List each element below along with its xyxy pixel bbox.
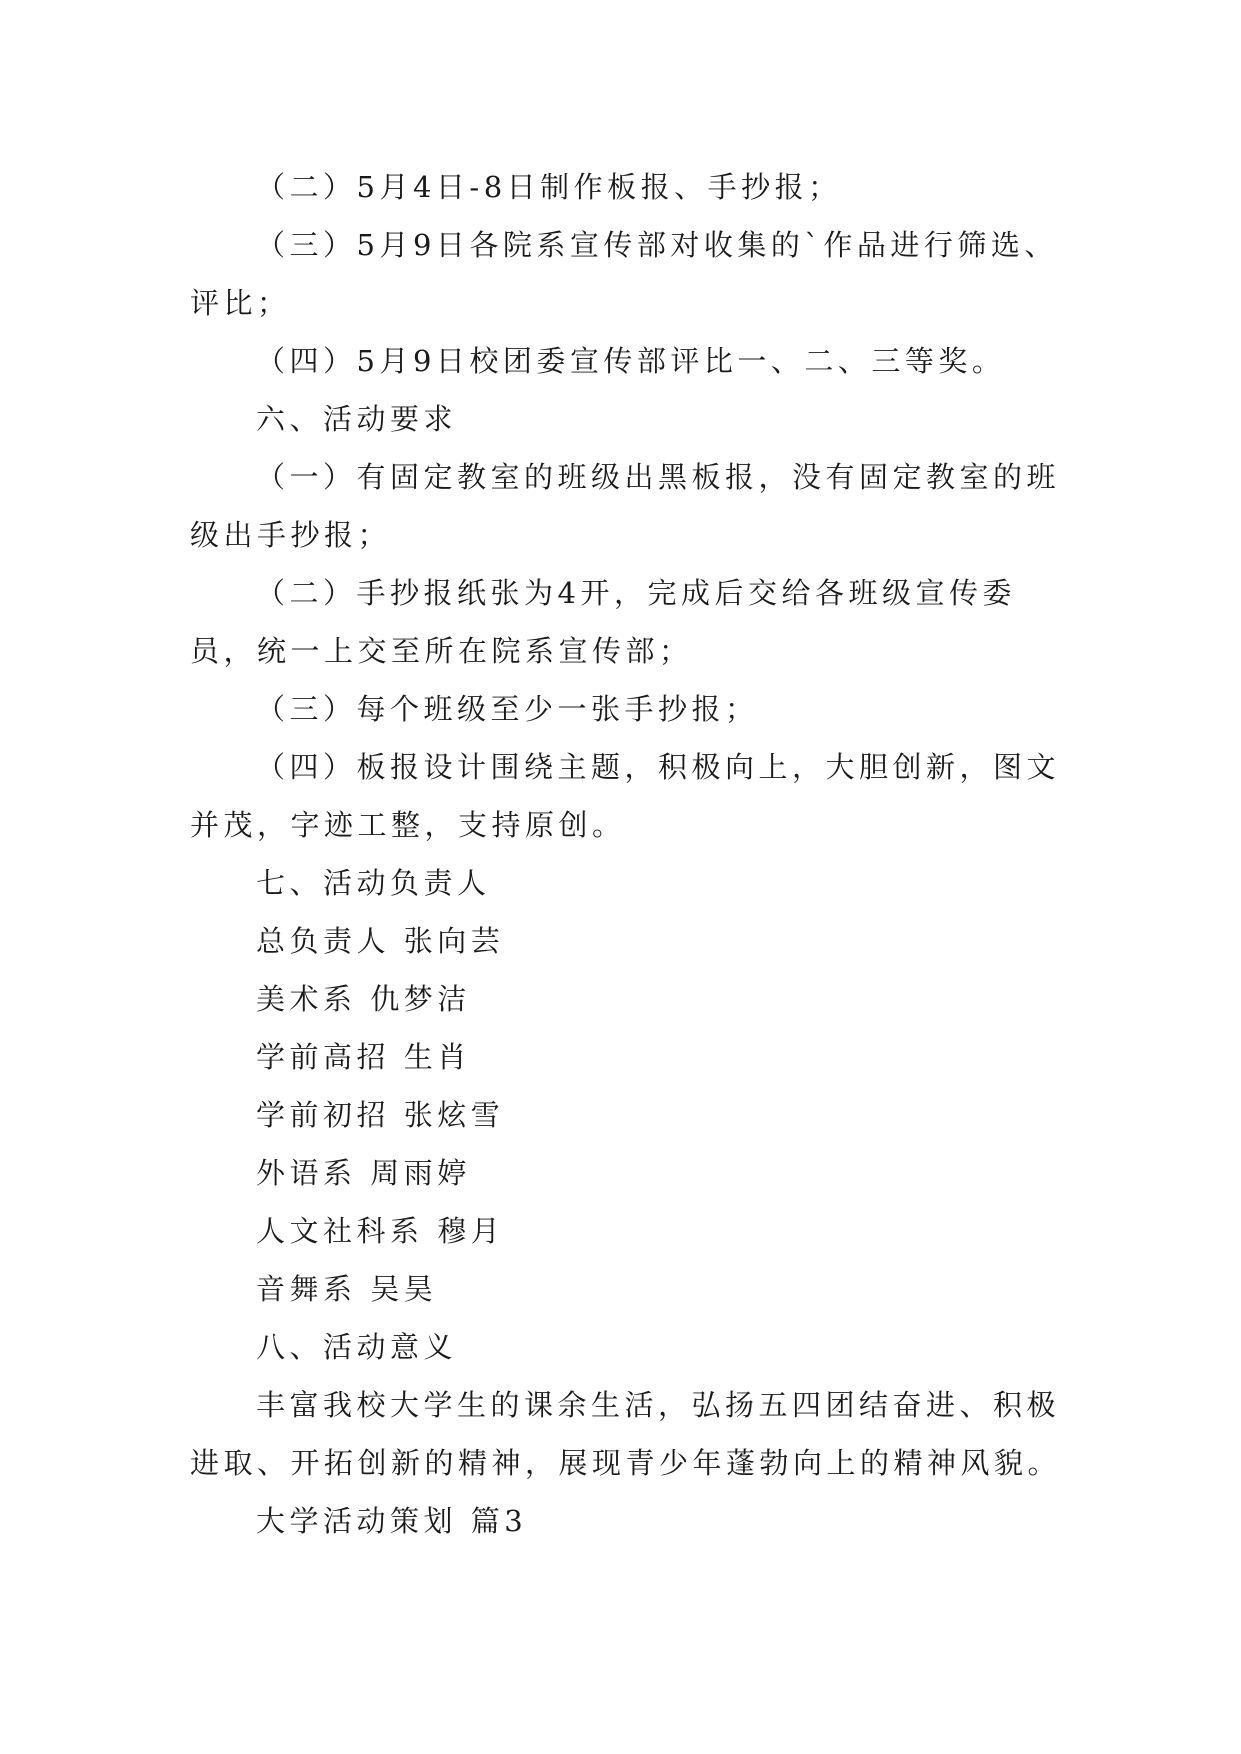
next-section-title: 大学活动策划 篇3 (256, 1504, 528, 1538)
paragraph: 丰富我校大学生的课余生活，弘扬五四团结奋进、积极进取、开拓创新的精神，展现青少年蓬勃向上的精神风貌。 (190, 1388, 1062, 1480)
section-heading: 八、活动意义 (256, 1330, 458, 1364)
person-entry: 外语系 周雨婷 (256, 1156, 471, 1190)
person-entry: 总负责人 张向芸 (256, 924, 505, 958)
section-heading: 七、活动负责人 (256, 866, 491, 900)
paragraph: （二）手抄报纸张为4开，完成后交给各班级宣传委员，统一上交至所在院系宣传部； (190, 576, 1016, 668)
section-heading: 六、活动要求 (256, 402, 458, 436)
person-entry: 学前初招 张炫雪 (256, 1098, 505, 1132)
paragraph: （四）板报设计围绕主题，积极向上，大胆创新，图文并茂，字迹工整，支持原创。 (190, 750, 1061, 842)
paragraph: （一）有固定教室的班级出黑板报，没有固定教室的班级出手抄报； (190, 460, 1061, 552)
paragraph: （三）每个班级至少一张手抄报； (256, 692, 759, 726)
person-entry: 音舞系 吴昊 (256, 1272, 438, 1306)
person-entry: 学前高招 生肖 (256, 1040, 471, 1074)
person-entry: 美术系 仇梦洁 (256, 982, 471, 1016)
person-entry: 人文社科系 穆月 (256, 1214, 505, 1248)
document-body (190, 158, 1070, 1550)
paragraph: （四）5月9日校团委宣传部评比一、二、三等奖。 (256, 344, 1006, 378)
paragraph: （二）5月4日-8日制作板报、手抄报； (256, 170, 842, 204)
paragraph: （三）5月9日各院系宣传部对收集的`作品进行筛选、评比； (190, 228, 1058, 320)
